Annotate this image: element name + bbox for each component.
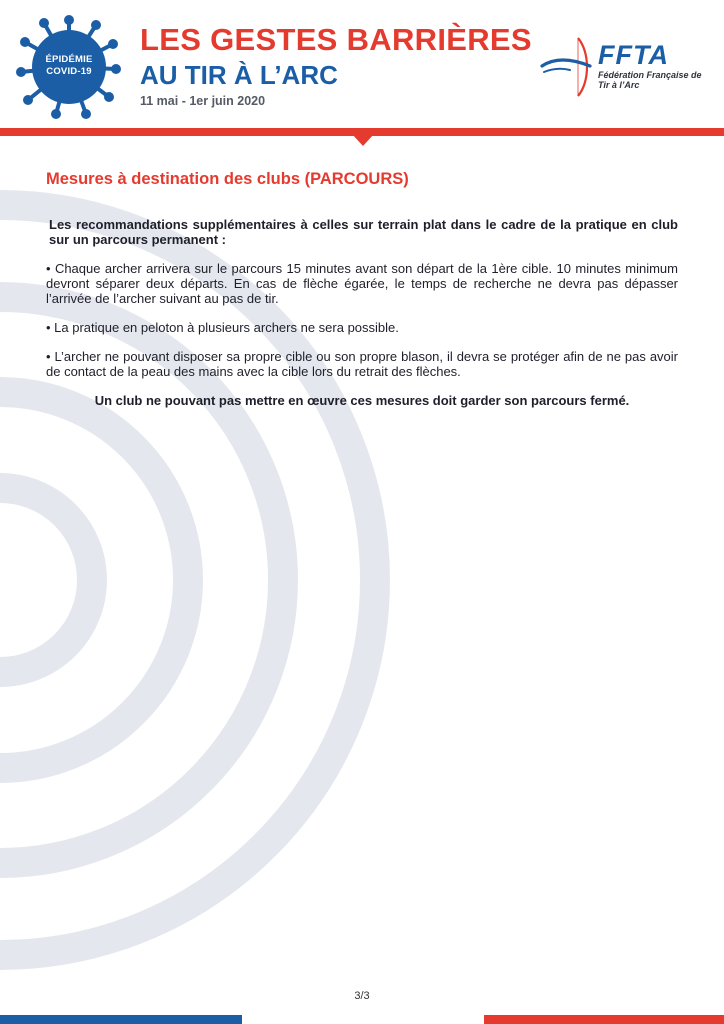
footer-bar-blue [0, 1015, 242, 1024]
header-divider-notch [352, 134, 374, 146]
footer-bar-red [484, 1015, 724, 1024]
bullet-paragraph: • La pratique en peloton à plusieurs archers ne sera possible. [46, 320, 399, 335]
epidemic-badge [36, 54, 102, 78]
page-title: LES GESTES BARRIÈRES [140, 22, 532, 57]
closing-statement: Un club ne pouvant pas mettre en œuvre ces mesures doit garder son parcours fermé. [94, 393, 630, 408]
section-body [46, 217, 678, 422]
badge-line-epidemie: ÉPIDÉMIE [45, 54, 93, 65]
archery-bow-icon [540, 36, 596, 98]
page-number: 3/3 [354, 990, 370, 1002]
bullet-paragraph: • Chaque archer arrivera sur le parcours 15 minutes avant son départ de la 1ère cible. 10 minutes minimum devront séparer deux départs. En cas de flèche égarée, le temps de recherche ne devra pas dépasser l’arrivée de l’archer suivant au pas de tir. [46, 261, 678, 306]
ffta-logo: FFTA [598, 40, 669, 70]
date-range: 11 mai - 1er juin 2020 [140, 94, 266, 108]
page-subtitle: AU TIR À L’ARC [140, 60, 338, 90]
badge-line-covid: COVID-19 [46, 66, 92, 77]
section-title: Mesures à destination des clubs (PARCOURS) [46, 170, 409, 188]
bullet-paragraph: • L’archer ne pouvant disposer sa propre cible ou son propre blason, il devra se protéger afin de ne pas avoir de contact de la peau des mains avec la cible lors du retrait des flèches. [46, 349, 678, 379]
intro-paragraph: Les recommandations supplémentaires à celles sur terrain plat dans le cadre de la pratique en club sur un parcours permanent : [49, 217, 678, 247]
ffta-logo-subtitle: Fédération Française de Tir à l’Arc [598, 70, 702, 90]
